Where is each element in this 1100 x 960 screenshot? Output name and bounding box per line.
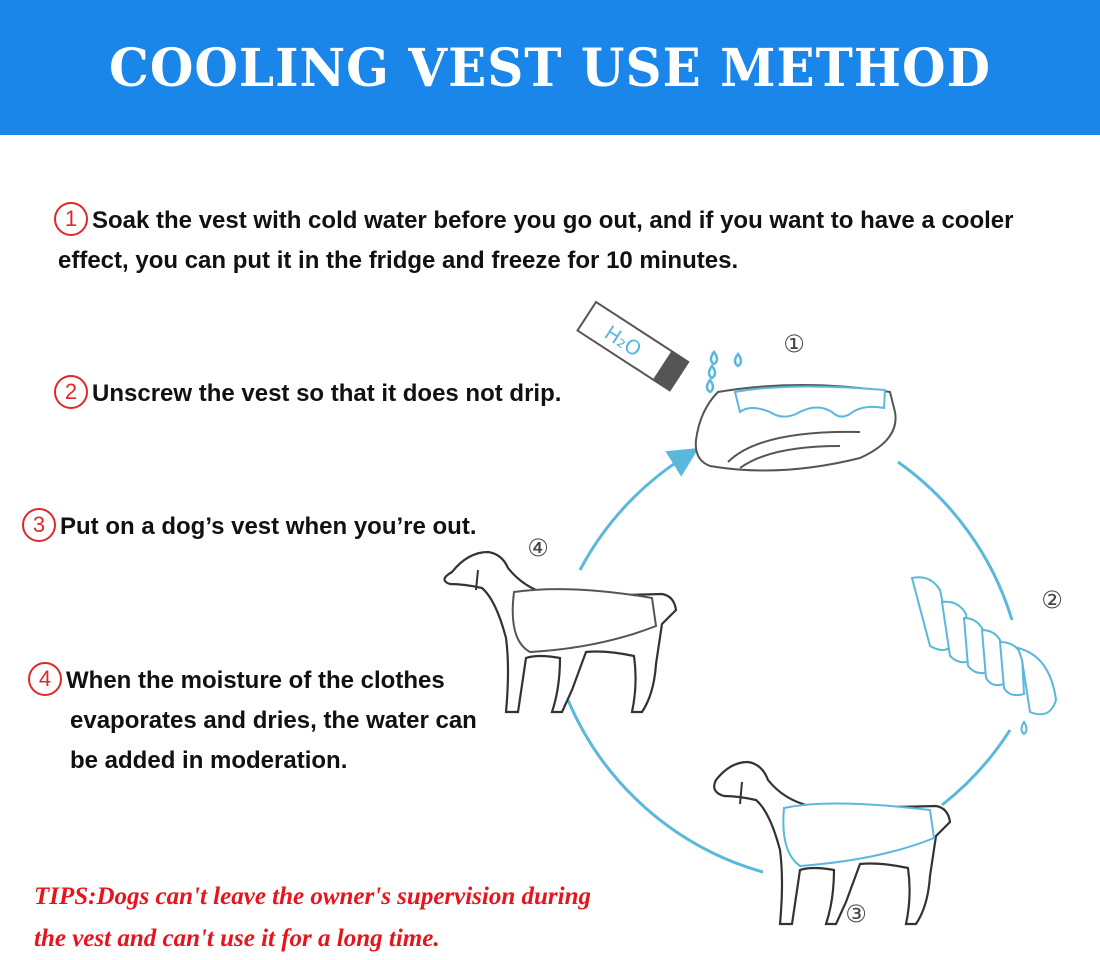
- diagram-marker-4: ④: [527, 534, 549, 562]
- step-4-number-badge: 4: [28, 662, 62, 696]
- step-1-line-2: effect, you can put it in the fridge and freeze for 10 minutes.: [58, 247, 739, 274]
- diagram-marker-1: ①: [783, 330, 805, 358]
- water-bottle-icon: [577, 302, 688, 390]
- dog-with-dry-vest-icon: [444, 552, 676, 712]
- tips-note: [34, 876, 714, 960]
- step-3-text: Put on a dog’s vest when you’re out.: [60, 513, 477, 540]
- step-4-text: When the moisture of the clothes: [66, 667, 445, 694]
- diagram-marker-2: ②: [1041, 586, 1063, 614]
- cycle-arc-bottom-right: [942, 730, 1010, 805]
- wrung-vest-icon: [912, 577, 1056, 734]
- water-drops-icon: [707, 352, 741, 392]
- diagram-marker-3: ③: [845, 900, 867, 928]
- tips-line-1: TIPS:Dogs can't leave the owner's supervision during: [34, 883, 591, 910]
- h2o-label: H₂O: [600, 320, 646, 362]
- step-1-number-badge: 1: [54, 202, 88, 236]
- cycle-arc-top-right: [898, 462, 1012, 620]
- soaked-vest-icon: [696, 385, 896, 471]
- step-2-number-badge: 2: [54, 375, 88, 409]
- page-title: COOLING VEST USE METHOD: [109, 36, 991, 99]
- dog-wearing-vest-icon: [714, 762, 950, 924]
- step-4-line-2: evaporates and dries, the water can: [70, 707, 477, 734]
- cycle-arc-top-left: [580, 456, 686, 570]
- step-1-text: Soak the vest with cold water before you go out, and if you want to have a cooler: [92, 207, 1014, 234]
- tips-line-2: the vest and can't use it for a long time.: [34, 925, 440, 952]
- step-3-number-badge: 3: [22, 508, 56, 542]
- step-4-line-3: be added in moderation.: [70, 747, 348, 774]
- step-2-text: Unscrew the vest so that it does not drip.: [92, 380, 562, 407]
